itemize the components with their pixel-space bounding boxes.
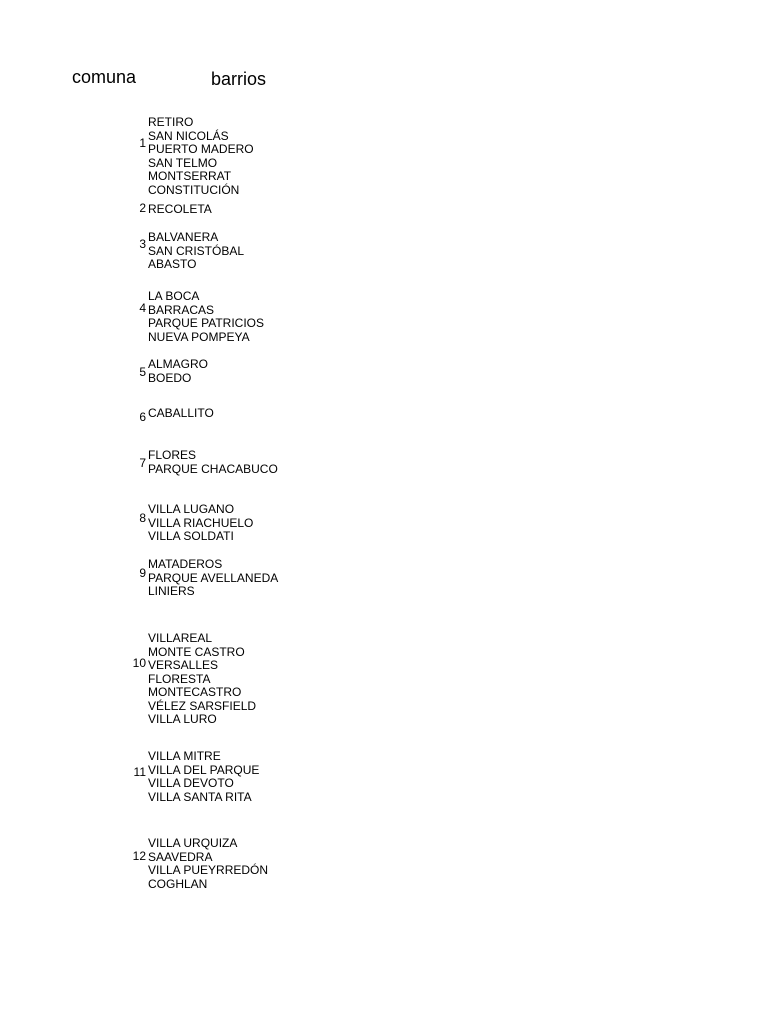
barrio-list (148, 290, 264, 344)
comuna-number: 4 (139, 301, 146, 315)
barrio-name: PUERTO MADERO (148, 142, 254, 156)
comuna-number: 8 (139, 511, 146, 525)
barrio-name: MONTSERRAT (148, 169, 232, 183)
barrio-name: BALVANERA (148, 230, 219, 244)
comuna-number: 7 (139, 456, 146, 470)
comuna-number: 12 (132, 849, 146, 863)
barrio-name: COGHLAN (148, 876, 208, 891)
comuna-number: 3 (139, 237, 146, 251)
barrio-name: VERSALLES (148, 658, 219, 672)
barrio-name: LINIERS (148, 584, 195, 598)
barrio-name: PARQUE PATRICIOS (148, 316, 265, 330)
barrio-name: LA BOCA (148, 289, 200, 303)
barrio-name: VILLA URQUIZA (148, 836, 238, 850)
barrio-name: VILLA PUEYRREDÓN (148, 863, 269, 877)
barrio-name: VILLAREAL (148, 631, 213, 645)
barrio-list (148, 558, 278, 599)
barrio-name: VILLA LURO (148, 712, 217, 726)
barrio-name: RETIRO (148, 115, 194, 129)
barrio-name: VILLA DEL PARQUE (148, 762, 260, 777)
comuna-number: 9 (139, 566, 146, 580)
comuna-number: 11 (133, 765, 146, 779)
barrios-column-header: barrios (211, 69, 267, 89)
barrio-name: BARRACAS (148, 302, 215, 317)
barrio-list (148, 503, 253, 544)
barrio-name: RECOLETA (148, 202, 212, 216)
barrio-name: MONTE CASTRO (148, 644, 245, 659)
barrio-list (148, 750, 259, 804)
comuna-number: 10 (132, 656, 146, 670)
barrio-name: SAN TELMO (148, 155, 218, 170)
barrio-name: SAN NICOLÁS (148, 128, 229, 143)
comuna-number: 6 (139, 410, 146, 424)
barrio-list (148, 358, 208, 385)
barrio-name: VÉLEZ SARSFIELD (148, 698, 257, 713)
barrio-list (148, 203, 212, 217)
barrio-name: ABASTO (148, 257, 197, 271)
barrio-name: VILLA LUGANO (148, 502, 235, 516)
barrio-name: MONTECASTRO (148, 685, 242, 699)
comuna-column-header: comuna (72, 67, 137, 87)
barrio-name: SAAVEDRA (148, 849, 213, 864)
barrio-name: ALMAGRO (148, 357, 209, 371)
barrio-list (148, 837, 268, 891)
barrio-name: NUEVA POMPEYA (148, 329, 250, 344)
comuna-number: 5 (139, 365, 146, 379)
barrio-name: MATADEROS (148, 557, 223, 571)
barrio-name: CABALLITO (148, 406, 214, 420)
barrio-name: CONSTITUCIÓN (148, 182, 240, 197)
barrio-name: VILLA RIACHUELO (148, 515, 254, 530)
barrio-list (148, 231, 244, 272)
barrio-name: FLORES (148, 448, 197, 462)
barrio-list (148, 632, 256, 727)
barrio-name: VILLA SANTA RITA (148, 789, 252, 804)
barrio-name: FLORESTA (148, 671, 211, 686)
barrio-list (148, 449, 278, 476)
barrio-name: VILLA DEVOTO (148, 776, 234, 790)
barrio-name: VILLA SOLDATI (148, 529, 234, 543)
barrio-list (148, 407, 214, 421)
barrio-name: PARQUE AVELLANEDA (148, 570, 279, 585)
comuna-number: 1 (139, 136, 146, 150)
comuna-number: 2 (139, 201, 146, 215)
barrio-name: SAN CRISTÓBAL (148, 243, 245, 258)
barrio-name: BOEDO (148, 370, 192, 385)
barrio-list (148, 116, 254, 197)
barrio-name: VILLA MITRE (148, 749, 221, 763)
barrio-name: PARQUE CHACABUCO (148, 461, 278, 476)
